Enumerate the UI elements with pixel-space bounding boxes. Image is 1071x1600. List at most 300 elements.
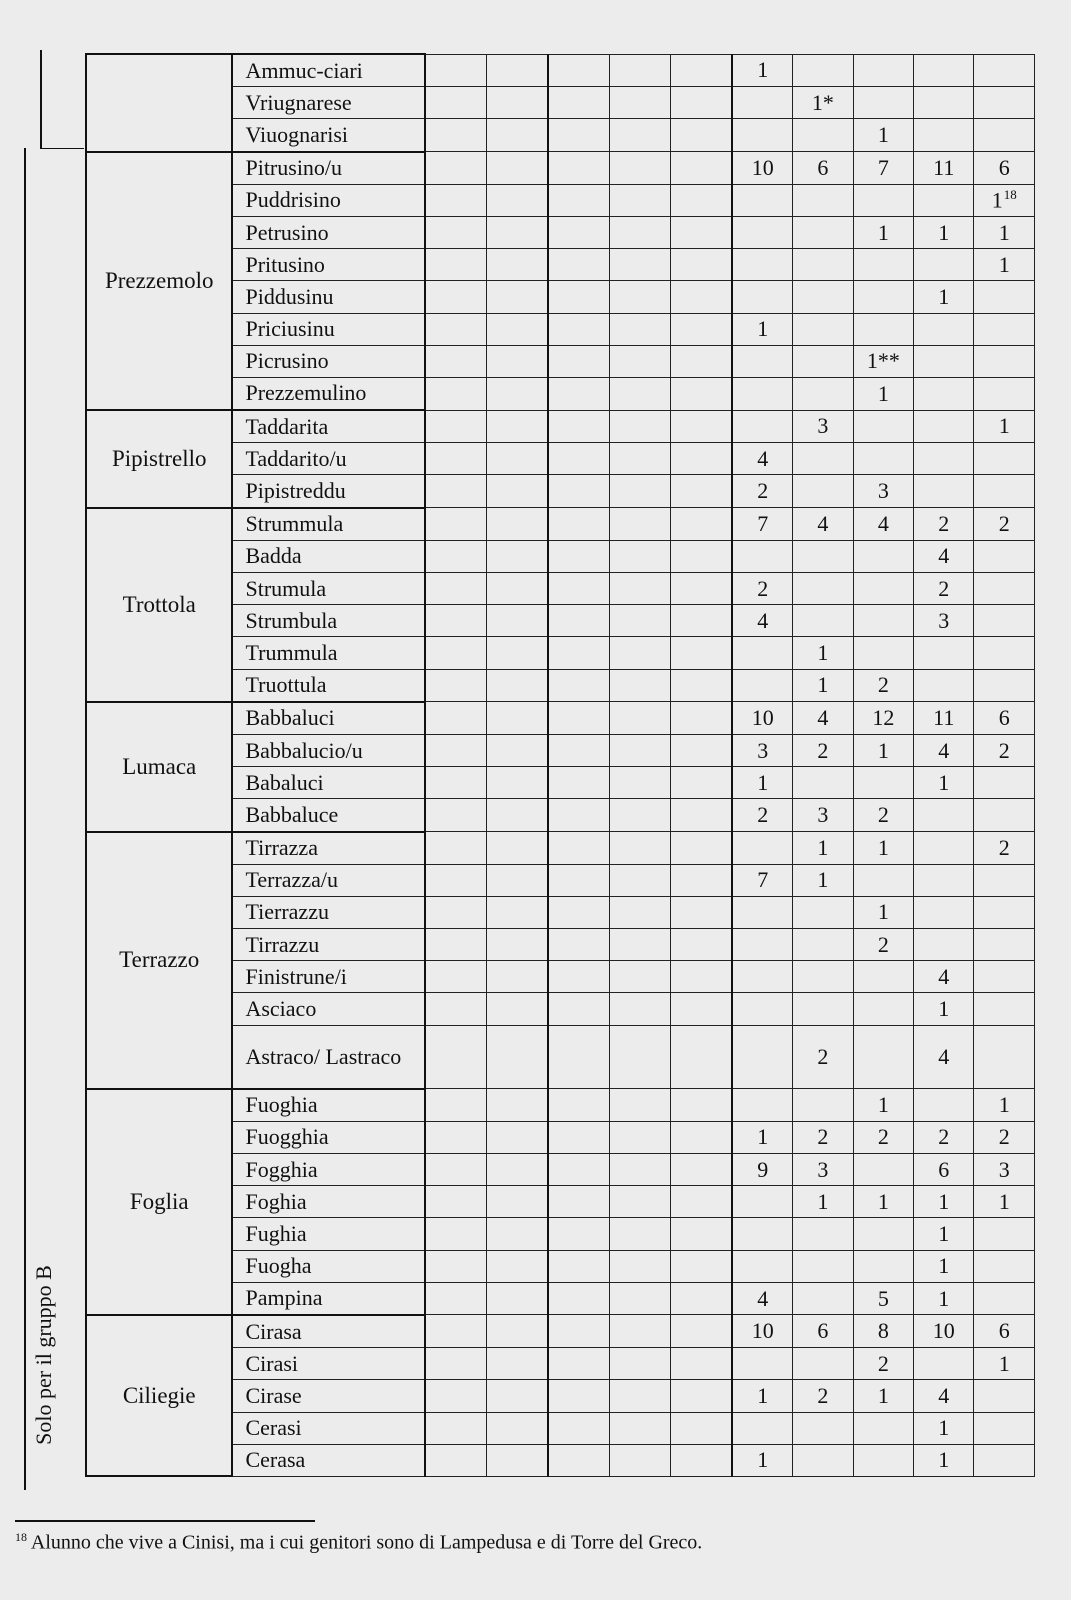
empty-cell: [425, 1089, 486, 1122]
empty-cell: [671, 767, 732, 799]
value-cell: [793, 377, 853, 410]
empty-cell: [609, 152, 670, 185]
count-value: 3: [757, 737, 769, 763]
empty-cell: [671, 1186, 732, 1218]
dialect-term: Fuogghia: [245, 1124, 329, 1150]
dialect-term-cell: [232, 799, 425, 832]
dialect-term-cell: [232, 734, 425, 766]
empty-cell: [671, 249, 732, 281]
dialect-term-cell: [232, 281, 425, 313]
value-cell: [853, 605, 913, 637]
empty-cell: [425, 1121, 486, 1153]
value-cell: [853, 961, 913, 993]
empty-cell: [548, 410, 609, 443]
dialect-term: Babaluci: [245, 769, 324, 795]
value-cell: [914, 1250, 974, 1282]
empty-cell: [609, 1154, 670, 1186]
value-cell: [732, 1154, 792, 1186]
dialect-term-cell: [232, 1089, 425, 1122]
count-value: 3: [817, 802, 829, 828]
empty-cell: [425, 1154, 486, 1186]
value-cell: [853, 1089, 913, 1122]
empty-cell: [425, 702, 486, 735]
value-cell: [732, 377, 792, 410]
empty-cell: [609, 832, 670, 865]
dialect-term: Piddusinu: [245, 283, 334, 309]
empty-cell: [425, 443, 486, 475]
dialect-term-cell: [232, 443, 425, 475]
table-row: [86, 1315, 1035, 1348]
value-cell: [974, 1121, 1035, 1153]
empty-cell: [671, 1412, 732, 1444]
empty-cell: [609, 508, 670, 541]
empty-cell: [548, 929, 609, 961]
count-value: 6: [817, 1318, 829, 1344]
empty-cell: [486, 929, 547, 961]
empty-cell: [548, 1250, 609, 1282]
value-cell: [974, 54, 1035, 87]
empty-cell: [548, 1412, 609, 1444]
count-value: 1: [938, 1447, 950, 1473]
dialect-term: Strumula: [245, 575, 327, 601]
dialect-term-cell: [232, 1218, 425, 1250]
value-cell: [974, 1218, 1035, 1250]
empty-cell: [609, 1412, 670, 1444]
count-value: 7: [877, 154, 889, 180]
value-cell: [732, 605, 792, 637]
empty-cell: [548, 475, 609, 508]
count-value: 1: [757, 316, 769, 342]
value-cell: [974, 993, 1035, 1025]
empty-cell: [486, 637, 547, 669]
dialect-term: Prezzemulino: [245, 380, 367, 406]
dialect-term-cell: [232, 377, 425, 410]
count-value: 1: [817, 1188, 829, 1214]
group-b-divider: [40, 148, 84, 149]
side-label: Solo per il gruppo B: [31, 1265, 56, 1445]
dialect-term-cell: [232, 669, 425, 702]
count-value: 4: [877, 510, 889, 536]
count-value: 1: [877, 1091, 889, 1117]
empty-cell: [548, 605, 609, 637]
value-cell: [732, 443, 792, 475]
value-cell: [853, 152, 913, 185]
value-cell: [853, 1282, 913, 1315]
value-cell: [853, 1250, 913, 1282]
empty-cell: [609, 87, 670, 119]
empty-cell: [486, 184, 547, 216]
empty-cell: [486, 734, 547, 766]
empty-cell: [609, 216, 670, 248]
empty-cell: [671, 669, 732, 702]
count-value: 1: [817, 834, 829, 860]
empty-cell: [486, 1218, 547, 1250]
dialect-term-cell: [232, 508, 425, 541]
empty-cell: [609, 799, 670, 832]
empty-cell: [425, 573, 486, 605]
empty-cell: [609, 119, 670, 152]
category-cell: Lumaca: [86, 702, 232, 832]
empty-cell: [609, 1218, 670, 1250]
count-value: 1: [998, 251, 1010, 277]
count-value: 6: [998, 1318, 1010, 1344]
dialect-term-cell: [232, 1121, 425, 1153]
value-cell: [914, 573, 974, 605]
empty-cell: [425, 832, 486, 865]
footnote-rule: [15, 1520, 315, 1522]
value-cell: [914, 216, 974, 248]
empty-cell: [425, 508, 486, 541]
value-cell: [853, 1412, 913, 1444]
dialect-term-cell: [232, 313, 425, 345]
value-cell: [914, 1412, 974, 1444]
count-value: 2: [757, 575, 769, 601]
value-cell: [793, 313, 853, 345]
category-cell: Prezzemolo: [86, 152, 232, 411]
empty-cell: [548, 637, 609, 669]
dialect-term-cell: [232, 184, 425, 216]
value-cell: [732, 281, 792, 313]
empty-cell: [425, 1444, 486, 1476]
empty-cell: [425, 87, 486, 119]
empty-cell: [425, 540, 486, 572]
value-cell: [853, 508, 913, 541]
empty-cell: [425, 1282, 486, 1315]
dialect-term-cell: [232, 1025, 425, 1089]
empty-cell: [425, 799, 486, 832]
empty-cell: [671, 573, 732, 605]
dialect-term-cell: [232, 767, 425, 799]
dialect-term-cell: [232, 702, 425, 735]
empty-cell: [425, 1348, 486, 1380]
table-row: [86, 832, 1035, 865]
value-cell: [914, 1089, 974, 1122]
empty-cell: [671, 1380, 732, 1412]
value-cell: [853, 249, 913, 281]
value-cell: [732, 540, 792, 572]
empty-cell: [486, 993, 547, 1025]
value-cell: [974, 216, 1035, 248]
dialect-term: Fughia: [245, 1220, 307, 1246]
value-cell: [732, 832, 792, 865]
empty-cell: [425, 605, 486, 637]
empty-cell: [609, 734, 670, 766]
dialect-term: Fuogha: [245, 1253, 312, 1279]
count-value: 2: [998, 834, 1010, 860]
dialect-term: Picrusino: [245, 348, 329, 374]
value-cell: [914, 377, 974, 410]
empty-cell: [425, 345, 486, 377]
count-value: 2: [757, 478, 769, 504]
value-cell: [853, 734, 913, 766]
empty-cell: [425, 54, 486, 87]
empty-cell: [548, 313, 609, 345]
count-value: 4: [938, 543, 950, 569]
empty-cell: [425, 993, 486, 1025]
value-cell: [793, 605, 853, 637]
value-cell: [793, 1186, 853, 1218]
empty-cell: [671, 540, 732, 572]
value-cell: [732, 1218, 792, 1250]
count-value: 1: [817, 672, 829, 698]
dialect-term: Tirrazzu: [245, 931, 320, 957]
value-cell: [914, 896, 974, 928]
empty-cell: [609, 864, 670, 896]
empty-cell: [486, 443, 547, 475]
value-cell: [793, 929, 853, 961]
empty-cell: [425, 734, 486, 766]
dialect-term-cell: [232, 216, 425, 248]
dialect-term: Petrusino: [245, 219, 329, 245]
count-value: 1: [998, 413, 1010, 439]
value-cell: [974, 832, 1035, 865]
value-cell: [732, 475, 792, 508]
count-value: 2: [757, 802, 769, 828]
empty-cell: [486, 767, 547, 799]
empty-cell: [671, 702, 732, 735]
value-cell: [793, 637, 853, 669]
empty-cell: [609, 993, 670, 1025]
empty-cell: [548, 443, 609, 475]
dialect-term-cell: [232, 87, 425, 119]
empty-cell: [548, 702, 609, 735]
dialect-term-cell: [232, 1282, 425, 1315]
value-cell: [914, 1380, 974, 1412]
dialect-term-cell: [232, 1315, 425, 1348]
footnote-ref: 18: [1003, 187, 1017, 203]
value-cell: [853, 993, 913, 1025]
empty-cell: [548, 1348, 609, 1380]
dialect-term: Tierrazzu: [245, 899, 329, 925]
value-cell: [974, 281, 1035, 313]
empty-cell: [486, 508, 547, 541]
empty-cell: [609, 929, 670, 961]
dialect-term-cell: [232, 1186, 425, 1218]
value-cell: [853, 1121, 913, 1153]
empty-cell: [671, 377, 732, 410]
value-cell: [914, 281, 974, 313]
count-value: 4: [817, 510, 829, 536]
value-cell: [974, 1186, 1035, 1218]
empty-cell: [425, 475, 486, 508]
count-value: 2: [938, 510, 950, 536]
empty-cell: [425, 184, 486, 216]
value-cell: [974, 377, 1035, 410]
dialect-term-cell: [232, 637, 425, 669]
empty-cell: [609, 896, 670, 928]
dialect-term: Cirasa: [245, 1318, 302, 1344]
dialect-term-cell: [232, 1380, 425, 1412]
empty-cell: [671, 1121, 732, 1153]
empty-cell: [486, 313, 547, 345]
value-cell: [914, 702, 974, 735]
value-cell: [732, 734, 792, 766]
value-cell: [914, 410, 974, 443]
value-cell: [793, 475, 853, 508]
value-cell: [853, 410, 913, 443]
count-value: 2: [877, 1124, 889, 1150]
count-value: 3: [938, 607, 950, 633]
value-cell: [793, 1218, 853, 1250]
empty-cell: [609, 281, 670, 313]
empty-cell: [609, 1282, 670, 1315]
value-cell: [732, 1121, 792, 1153]
dialect-term: Tirrazza: [245, 835, 318, 861]
dialect-term-cell: [232, 605, 425, 637]
count-value: 5: [877, 1285, 889, 1311]
empty-cell: [548, 281, 609, 313]
dialect-term-cell: [232, 929, 425, 961]
category-cell: Pipistrello: [86, 410, 232, 508]
value-cell: [732, 152, 792, 185]
empty-cell: [486, 249, 547, 281]
empty-cell: [425, 313, 486, 345]
count-value: 10: [932, 1318, 955, 1344]
value-cell: [853, 475, 913, 508]
empty-cell: [671, 1154, 732, 1186]
value-cell: [914, 605, 974, 637]
value-cell: [793, 669, 853, 702]
value-cell: [732, 313, 792, 345]
empty-cell: [425, 281, 486, 313]
value-cell: [793, 1315, 853, 1348]
empty-cell: [548, 799, 609, 832]
value-cell: [974, 767, 1035, 799]
empty-cell: [486, 1186, 547, 1218]
count-value: 2: [998, 737, 1010, 763]
value-cell: [914, 1186, 974, 1218]
empty-cell: [548, 1315, 609, 1348]
empty-cell: [548, 832, 609, 865]
value-cell: [914, 767, 974, 799]
value-cell: [732, 1444, 792, 1476]
value-cell: [914, 54, 974, 87]
value-cell: [793, 573, 853, 605]
category-cell: [86, 54, 232, 152]
empty-cell: [486, 669, 547, 702]
value-cell: [974, 540, 1035, 572]
footnote-text: Alunno che vive a Cinisi, ma i cui genitori sono di Lampedusa e di Torre del Greco.: [30, 1531, 703, 1554]
table-row: [86, 508, 1035, 541]
empty-cell: [671, 961, 732, 993]
empty-cell: [609, 410, 670, 443]
dialect-term: Fogghia: [245, 1156, 318, 1182]
value-cell: [793, 1380, 853, 1412]
empty-cell: [548, 573, 609, 605]
value-cell: [793, 184, 853, 216]
value-cell: [974, 1348, 1035, 1380]
value-cell: [853, 864, 913, 896]
value-cell: [793, 1089, 853, 1122]
count-value: 1: [877, 1188, 889, 1214]
empty-cell: [548, 1154, 609, 1186]
dialect-term-cell: [232, 1348, 425, 1380]
value-cell: [793, 540, 853, 572]
empty-cell: [609, 345, 670, 377]
value-cell: [853, 896, 913, 928]
dialect-term: Priciusinu: [245, 316, 335, 342]
dialect-term: Cirase: [245, 1382, 302, 1408]
dialect-term-cell: [232, 54, 425, 87]
dialect-term: Finistrune/i: [245, 963, 347, 989]
empty-cell: [671, 313, 732, 345]
value-cell: [732, 799, 792, 832]
value-cell: [914, 929, 974, 961]
dialect-term: Truottula: [245, 672, 327, 698]
empty-cell: [609, 1186, 670, 1218]
value-cell: [793, 1025, 853, 1089]
value-cell: [793, 1412, 853, 1444]
dialect-term-cell: [232, 410, 425, 443]
dialect-term: Babbalucio/u: [245, 737, 363, 763]
empty-cell: [425, 249, 486, 281]
count-value: 2: [938, 1124, 950, 1150]
empty-cell: [609, 669, 670, 702]
empty-cell: [486, 281, 547, 313]
value-cell: [793, 1444, 853, 1476]
empty-cell: [548, 54, 609, 87]
empty-cell: [671, 1089, 732, 1122]
dialect-term: Babbaluci: [245, 705, 335, 731]
count-value: 1: [757, 1382, 769, 1408]
dialect-term: Strummula: [245, 511, 344, 537]
value-cell: [732, 184, 792, 216]
dialect-term: Taddarito/u: [245, 445, 347, 471]
count-value: 10: [751, 1318, 774, 1344]
value-cell: [732, 702, 792, 735]
count-value: 1: [757, 1447, 769, 1473]
count-value: 2: [877, 802, 889, 828]
empty-cell: [548, 216, 609, 248]
count-value: 7: [757, 510, 769, 536]
dialect-term-cell: [232, 1444, 425, 1476]
value-cell: [914, 832, 974, 865]
value-cell: [793, 54, 853, 87]
empty-cell: [671, 993, 732, 1025]
count-value: 1: [938, 1253, 950, 1279]
count-value: 1: [938, 769, 950, 795]
dialect-term: Pitrusino/u: [245, 155, 343, 181]
count-value: 1: [938, 283, 950, 309]
value-cell: [974, 475, 1035, 508]
table-row: [86, 1089, 1035, 1122]
empty-cell: [671, 1218, 732, 1250]
value-cell: [732, 54, 792, 87]
value-cell: [974, 734, 1035, 766]
empty-cell: [671, 1025, 732, 1089]
value-cell: [974, 605, 1035, 637]
value-cell: [974, 1444, 1035, 1476]
empty-cell: [671, 119, 732, 152]
value-cell: [974, 443, 1035, 475]
empty-cell: [486, 1089, 547, 1122]
value-cell: [793, 443, 853, 475]
value-cell: [914, 864, 974, 896]
value-cell: [732, 637, 792, 669]
count-value: 11: [933, 154, 955, 180]
dialect-term-cell: [232, 1250, 425, 1282]
value-cell: [974, 410, 1035, 443]
table-row: [86, 152, 1035, 185]
empty-cell: [548, 864, 609, 896]
value-cell: [974, 799, 1035, 832]
value-cell: [732, 896, 792, 928]
empty-cell: [548, 345, 609, 377]
count-value: 11: [933, 705, 955, 731]
dialect-term-cell: [232, 573, 425, 605]
count-value: 1: [877, 737, 889, 763]
count-value: 1: [877, 834, 889, 860]
